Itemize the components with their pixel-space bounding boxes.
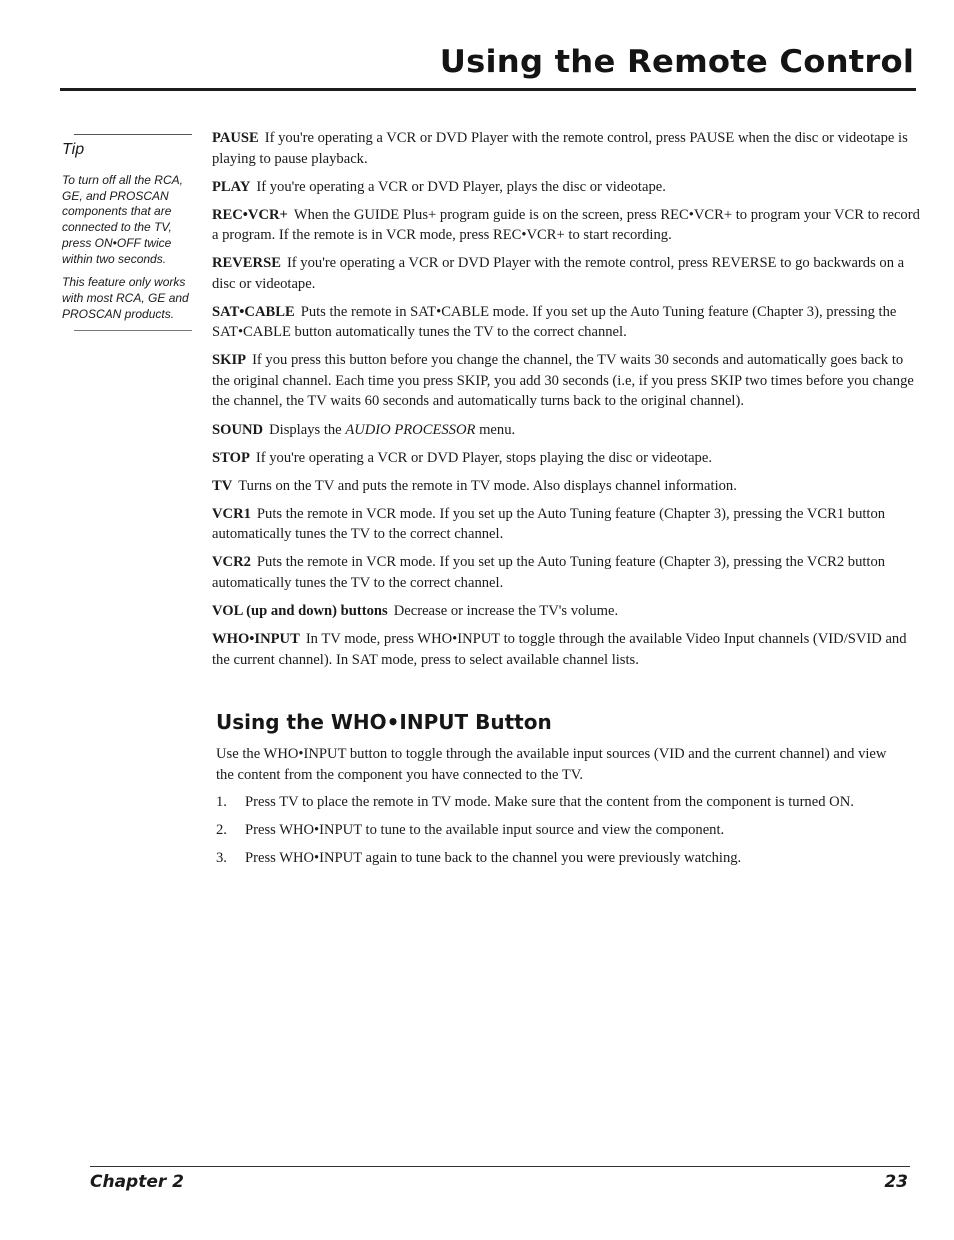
definition-term: WHO•INPUT [212, 631, 300, 648]
definition-vol [212, 601, 920, 622]
definition-text-after: menu. [479, 421, 516, 438]
definition-text: If you're operating a VCR or DVD Player, plays the disc or videotape. [256, 178, 666, 195]
tip-paragraph: This feature only works with most RCA, GE and PROSCAN products. [62, 275, 189, 321]
page-number: 23 [884, 1172, 908, 1192]
definition-text: Puts the remote in SAT•CABLE mode. If you set up the Auto Tuning feature (Chapter 3), pressing the SAT•CABLE button automatically tunes the TV to the correct channel. [212, 303, 897, 341]
definition-term: PLAY [212, 178, 251, 195]
footer-chapter: Chapter 2 [90, 1172, 185, 1192]
definition-term: SAT•CABLE [212, 303, 295, 320]
definition-term: VOL (up and down) buttons [212, 603, 388, 620]
tip-bottom-rule [74, 330, 192, 331]
step-number: 1. [216, 794, 227, 810]
footer-rule [90, 1166, 910, 1167]
step-text: Press TV to place the remote in TV mode. Make sure that the content from the component is turned ON. [245, 794, 854, 810]
definition-vcr1 [212, 504, 920, 545]
definition-pause [212, 128, 920, 169]
step-item [216, 848, 906, 869]
definition-text: Puts the remote in VCR mode. If you set up the Auto Tuning feature (Chapter 3), pressing the VCR2 button automatically tunes the TV to the correct channel. [212, 554, 886, 591]
definition-sound [212, 420, 920, 441]
definition-text: Displays the [269, 421, 342, 438]
definition-term: STOP [212, 449, 250, 466]
definition-text: Decrease or increase the TV's volume. [393, 603, 619, 620]
definition-tv [212, 476, 920, 497]
definition-text: If you're operating a VCR or DVD Player with the remote control, press REVERSE to go backwards on a disc or videotape. [212, 255, 905, 292]
definition-term: SKIP [212, 352, 247, 369]
tip-top-rule [74, 134, 192, 135]
definition-text: If you press this button before you change the channel, the TV waits 30 seconds and automatically goes back to the original channel. Each time you press SKIP, you add 30 seconds (i.e, if you press SKIP two times before you change the channel, the TV waits 60 seconds and automatically turns back to the original channel). [212, 352, 914, 410]
definition-term: SOUND [212, 421, 264, 438]
tip-heading: Tip [62, 141, 85, 158]
definition-rec-vcr [212, 205, 920, 246]
section-heading: Using the WHO•INPUT Button [216, 710, 552, 734]
definition-skip [212, 350, 920, 412]
section-intro: Use the WHO•INPUT button to toggle through the available input sources (VID and the current channel) and view the content from the component you have connected to the TV. [216, 746, 887, 783]
page-title: Using the Remote Control [439, 44, 914, 80]
definition-text: Turns on the TV and puts the remote in TV mode. Also displays channel information. [238, 477, 737, 494]
definition-term: VCR1 [212, 505, 251, 522]
definition-term: REVERSE [212, 255, 281, 272]
definition-who-input [212, 629, 920, 670]
definition-sat-cable [212, 302, 920, 343]
definition-term: REC•VCR+ [212, 206, 288, 223]
step-text: Press WHO•INPUT again to tune back to the channel you were previously watching. [245, 850, 742, 867]
definition-term: PAUSE [212, 130, 259, 146]
step-item [216, 820, 906, 841]
definition-term: TV [212, 477, 233, 494]
title-rule [60, 88, 916, 91]
steps-list [216, 792, 906, 876]
step-number: 3. [216, 850, 227, 867]
menu-name: AUDIO PROCESSOR [345, 421, 476, 438]
definition-text: If you're operating a VCR or DVD Player, stops playing the disc or videotape. [255, 449, 712, 466]
definition-stop [212, 448, 920, 469]
definition-term: VCR2 [212, 554, 251, 571]
definition-vcr2 [212, 552, 920, 593]
definition-play [212, 177, 920, 198]
definition-text: When the GUIDE Plus+ program guide is on the screen, press REC•VCR+ to program your VCR to record a program. If the remote is in VCR mode, press REC•VCR+ to start recording. [212, 206, 920, 244]
step-item [216, 792, 906, 813]
definition-text: In TV mode, press WHO•INPUT to toggle through the available Video Input channels (VID/SVID and the current channel). In SAT mode, press to select available channel lists. [212, 631, 907, 668]
tip-paragraph: To turn off all the RCA, GE, and PROSCAN components that are connected to the TV, press ON•OFF twice within two seconds. [62, 173, 183, 266]
definition-reverse [212, 253, 920, 294]
step-number: 2. [216, 822, 227, 839]
tip-sidebar [62, 134, 192, 331]
button-definitions [212, 128, 920, 678]
definition-text: Puts the remote in VCR mode. If you set up the Auto Tuning feature (Chapter 3), pressing the VCR1 button automatically tunes the TV to the correct channel. [212, 505, 886, 543]
definition-text: If you're operating a VCR or DVD Player with the remote control, press PAUSE when the disc or videotape is playing to pause playback. [212, 130, 908, 167]
step-text: Press WHO•INPUT to tune to the available input source and view the component. [245, 822, 725, 839]
